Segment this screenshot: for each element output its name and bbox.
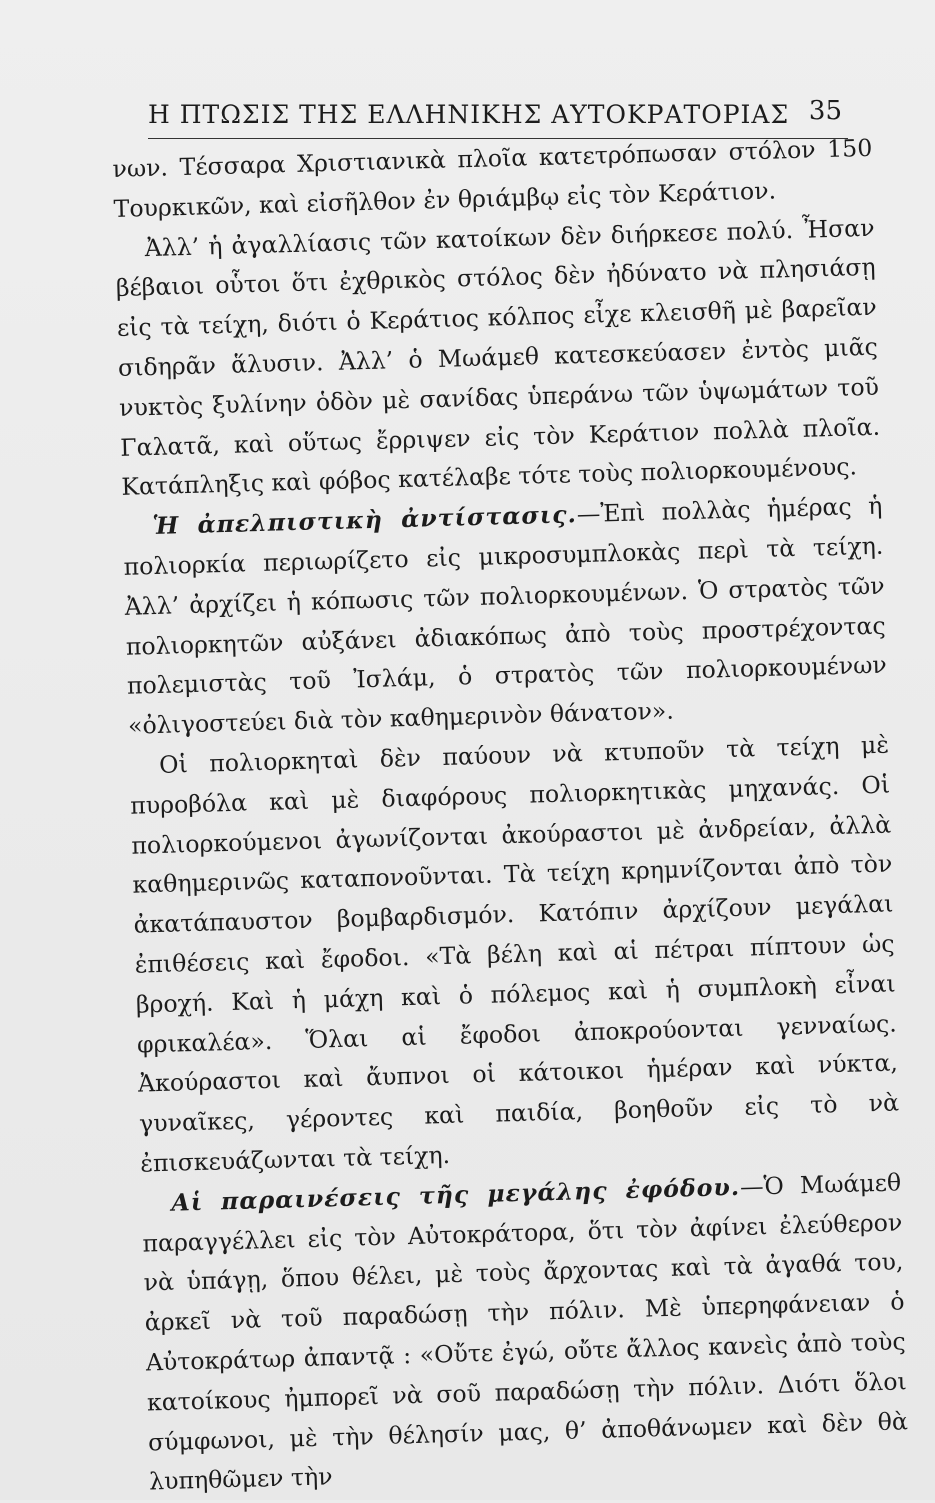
section-title: Αἱ παραινέσεις τῆς μεγάλης ἐφόδου. <box>171 1172 741 1217</box>
paragraph-continuation: νων. Τέσσαρα Χριστιανικὰ πλοῖα κατετρόπωσαν στόλον 150 Τουρκικῶν, καὶ εἰσῆλθον ἐν θριάμβῳ εἰς τὸν Κεράτιον. <box>112 133 873 223</box>
running-title: Η ΠΤΩΣΙΣ ΤΗΣ ΕΛΛΗΝΙΚΗΣ ΑΥΤΟΚΡΑΤΟΡΙΑΣ <box>148 100 790 129</box>
page-number: 35 <box>808 96 842 126</box>
section-title: Ἡ ἀπελπιστικὴ ἀντίστασις. <box>152 500 578 541</box>
section-text: —Ὁ Μωάμεθ παραγγέλλει εἰς τὸν Αὐτοκράτορα, ὅτι τὸν ἀφίνει ἐλεύθερον νὰ ὑπάγῃ, ὅπου θέλει, μὲ τοὺς ἄρχοντας καὶ τὰ ἀγαθά του, ἀρκεῖ νὰ τοῦ παραδώσῃ τὴν πόλιν. Μὲ ὑπερηφάνειαν ὁ Αὐτοκράτωρ ἀπαντᾷ : «Οὔτε ἐγώ, οὔτε ἄλλος κανεὶς ἀπὸ τοὺς κατοίκους ἠμπορεῖ νὰ σοῦ παραδώσῃ τὴν πόλιν. Διότι ὅλοι σύμφωνοι, μὲ τὴν θέλησίν μας, θ’ ἀποθάνωμεν καὶ δὲν θὰ λυπηθῶμεν τὴν <box>142 1168 909 1496</box>
body-text <box>112 129 909 1503</box>
paragraph: Οἱ πολιορκηταὶ δὲν παύουν νὰ κτυποῦν τὰ τείχη μὲ πυροβόλα καὶ μὲ διαφόρους πολιορκητικὰς μηχανάς. Οἱ πολιορκούμενοι ἀγωνίζονται ἀκούραστοι μὲ ἀνδρείαν, ἀλλὰ καθημερινῶς καταπονοῦνται. Τὰ τείχη κρημνίζονται ἀπὸ τὸν ἀκατάπαυστον βομβαρδισμόν. Κατόπιν ἀρχίζουν μεγάλαι ἐπιθέσεις καὶ ἔφοδοι. «Τὰ βέλη καὶ αἱ πέτραι πίπτουν ὡς βροχή. Καὶ ἡ μάχη καὶ ὁ πόλεμος καὶ ἡ συμπλοκὴ εἶναι φρικαλέα». Ὅλαι αἱ ἔφοδοι ἀποκρούονται γενναίως. Ἀκούραστοι καὶ ἄυπνοι οἱ κάτοικοι ἡμέραν καὶ νύκτα, γυναῖκες, γέροντες καὶ παιδία, βοηθοῦν εἰς τὸ νὰ ἐπισκευάζωνται τὰ τείχη. <box>129 730 900 1178</box>
paragraph-section-2 <box>141 1163 910 1502</box>
paragraph-section-1 <box>122 487 888 747</box>
paragraph: Ἀλλ’ ἡ ἀγαλλίασις τῶν κατοίκων δὲν διήρκεσε πολύ. Ἦσαν βέβαιοι οὗτοι ὅτι ἐχθρικὸς στόλος δὲν ἠδύνατο νὰ πλησιάσῃ εἰς τὰ τείχη, διότι ὁ Κεράτιος κόλπος εἶχε κλεισθῆ μὲ βαρεῖαν σιδηρᾶν ἅλυσιν. Ἀλλ’ ὁ Μωάμεθ κατεσκεύασεν ἐντὸς μιᾶς νυκτὸς ξυλίνην ὁδὸν μὲ σανίδας ὑπεράνω τῶν ὑψωμάτων τοῦ Γαλατᾶ, καὶ οὕτως ἔρριψεν εἰς τὸν Κεράτιον πολλὰ πλοῖα. Κατάπληξις καὶ φόβος κατέλαβε τότε τοὺς πολιορκουμένους. <box>115 213 881 502</box>
section-text: —Ἐπὶ πολλὰς ἡμέρας ἡ πολιορκία περιωρίζετο εἰς μικροσυμπλοκὰς περὶ τὰ τείχη. Ἀλλ’ ἀρχίζει ἡ κόπωσις τῶν πολιορκουμένων. Ὁ στρατὸς τῶν πολιορκητῶν αὐξάνει ἀδιακόπως ἀπὸ τοὺς προστρέχοντας πολεμιστὰς τοῦ Ἰσλάμ, ὁ στρατὸς τῶν πολιορκουμένων «ὀλιγοστεύει διὰ τὸν καθημερινὸν θάνατον». <box>123 491 888 740</box>
